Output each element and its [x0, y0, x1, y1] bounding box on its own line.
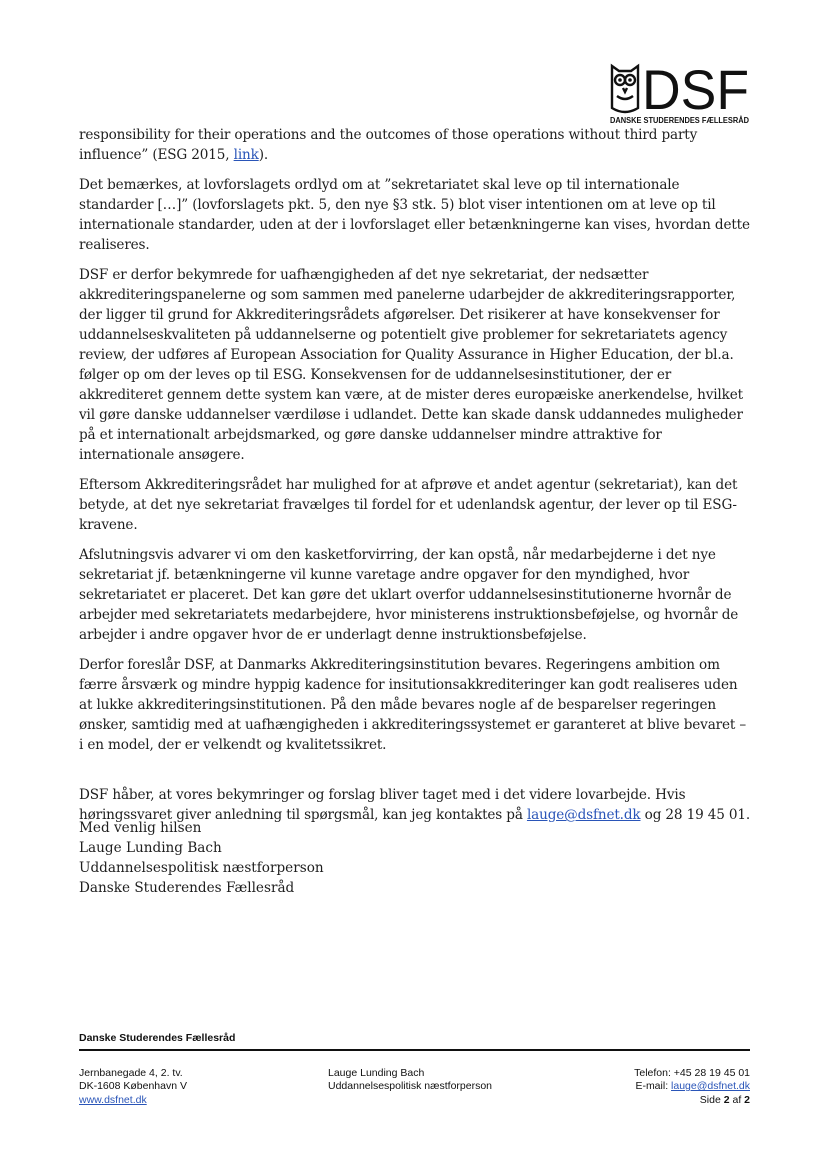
page-number: Side 2 af 2 — [699, 1093, 750, 1106]
signature-block — [79, 818, 479, 898]
esg-link[interactable]: link — [233, 147, 259, 163]
paragraph-3: DSF er derfor bekymrede for uafhængigheden af det nye sekretariat, der nedsætter akkrediteringspanelerne og som sammen med panelerne udarbejder de akkrediteringsrapporter, der ligger til grund for Akkrediteringsrådets afgørelser. Det risikerer at have konsekvenser for uddannelseskvaliteten på uddannelserne og potentielt give problemer for sekretariatets agency review, der udføres af European Association for Quality Assurance in Higher Education, der bl.a. følger op om der leves op til ESG. Konsekvensen for de uddannelsesinstitutioner, der er akkrediteret gennem dette system kan være, at de mister deres europæiske anerkendelse, hvilket vil gøre danske uddannelser værdiløse i udlandet. Dette kan skade dansk uddannedes muligheder på et internationalt arbejdsmarked, og gøre danske uddannelser mindre attraktive for internationale ansøgere. — [79, 267, 743, 463]
owl-icon — [609, 62, 751, 126]
footer-details — [634, 1067, 750, 1108]
logo-tagline: DANSKE STUDERENDES FÆLLESRÅD — [610, 115, 749, 125]
footer-contact — [328, 1067, 492, 1094]
paragraph-6: Derfor foreslår DSF, at Danmarks Akkrediteringsinstitution bevares. Regeringens ambition om færre årsværk og mindre hyppig kadence for insitutionsakkrediteringer kan godt realiseres uden at lukke akkrediteringsinstitutionen. På den måde bevares nogle af de besparelser regeringen ønsker, samtidig med at uafhængigheden i akkrediteringssystemet er garanteret at blive bevaret – i en model, der er velkendt og kvalitetssikret. — [79, 657, 747, 753]
dsf-logo — [609, 62, 751, 126]
signer-name: Lauge Lunding Bach — [79, 840, 222, 856]
footer-address — [79, 1067, 187, 1108]
greeting: Med venlig hilsen — [79, 820, 202, 836]
paragraph-1: responsibility for their operations and the outcomes of those operations without third party influence” (ESG 2015, link). — [79, 127, 698, 163]
logo-wordmark: DSF — [642, 62, 749, 121]
paragraph-4: Eftersom Akkrediteringsrådet har mulighed for at afprøve et andet agentur (sekretariat), kan det betyde, at det nye sekretariat fravælges til fordel for et udenlandsk agentur, der lever op til ESG-kravene. — [79, 477, 738, 533]
website-link[interactable]: www.dsfnet.dk — [79, 1093, 147, 1106]
signer-org: Danske Studerendes Fællesråd — [79, 880, 295, 896]
paragraph-2: Det bemærkes, at lovforslagets ordlyd om at ”sekretariatet skal leve op til internationale standarder […]” (lovforslagets pkt. 5, den nye §3 stk. 5) blot viser intentionen om at leve op til internationale standarder, uden at der i lovforslaget eller betænkningerne kan vises, hvordan dette realiseres. — [79, 177, 750, 253]
footer-email-link[interactable]: lauge@dsfnet.dk — [671, 1080, 750, 1092]
email-label: E-mail: — [635, 1080, 672, 1092]
paragraph-7: DSF håber, at vores bekymringer og forslag bliver taget med i det videre lovarbejde. Hvis høringssvaret giver anledning til spørgsmål, kan jeg kontaktes på lauge@dsfnet.dk og 28 19 45 01. — [79, 787, 751, 823]
contact-role: Uddannelsespolitisk næstforperson — [328, 1080, 493, 1092]
paragraph-5: Afslutningsvis advarer vi om den kasketforvirring, der kan opstå, når medarbejderne i det nye sekretariat jf. betænkningerne vil kunne varetage andre opgaver for den myndighed, hvor sekretariatet er placeret. Det kan gøre det uklart overfor uddannelsesinstitutionerne hvornår de arbejder med sekretariatets medarbejdere, hvor ministerens instruktionsbeføjelse, og hvornår de arbejder i andre opgaver hvor de er underlagt denne instruktionsbeføjelse. — [79, 547, 739, 643]
contact-name: Lauge Lunding Bach — [328, 1066, 425, 1079]
address-line-2: DK-1608 København V — [79, 1080, 187, 1092]
contact-email-link[interactable]: lauge@dsfnet.dk — [526, 807, 641, 823]
signer-role: Uddannelsespolitisk næstforperson — [79, 860, 324, 876]
letter-body — [79, 125, 751, 835]
phone: Telefon: +45 28 19 45 01 — [634, 1066, 750, 1079]
page-footer — [79, 1032, 750, 1117]
footer-org: Danske Studerendes Fællesråd — [79, 1032, 750, 1051]
address-line-1: Jernbanegade 4, 2. tv. — [79, 1066, 183, 1079]
